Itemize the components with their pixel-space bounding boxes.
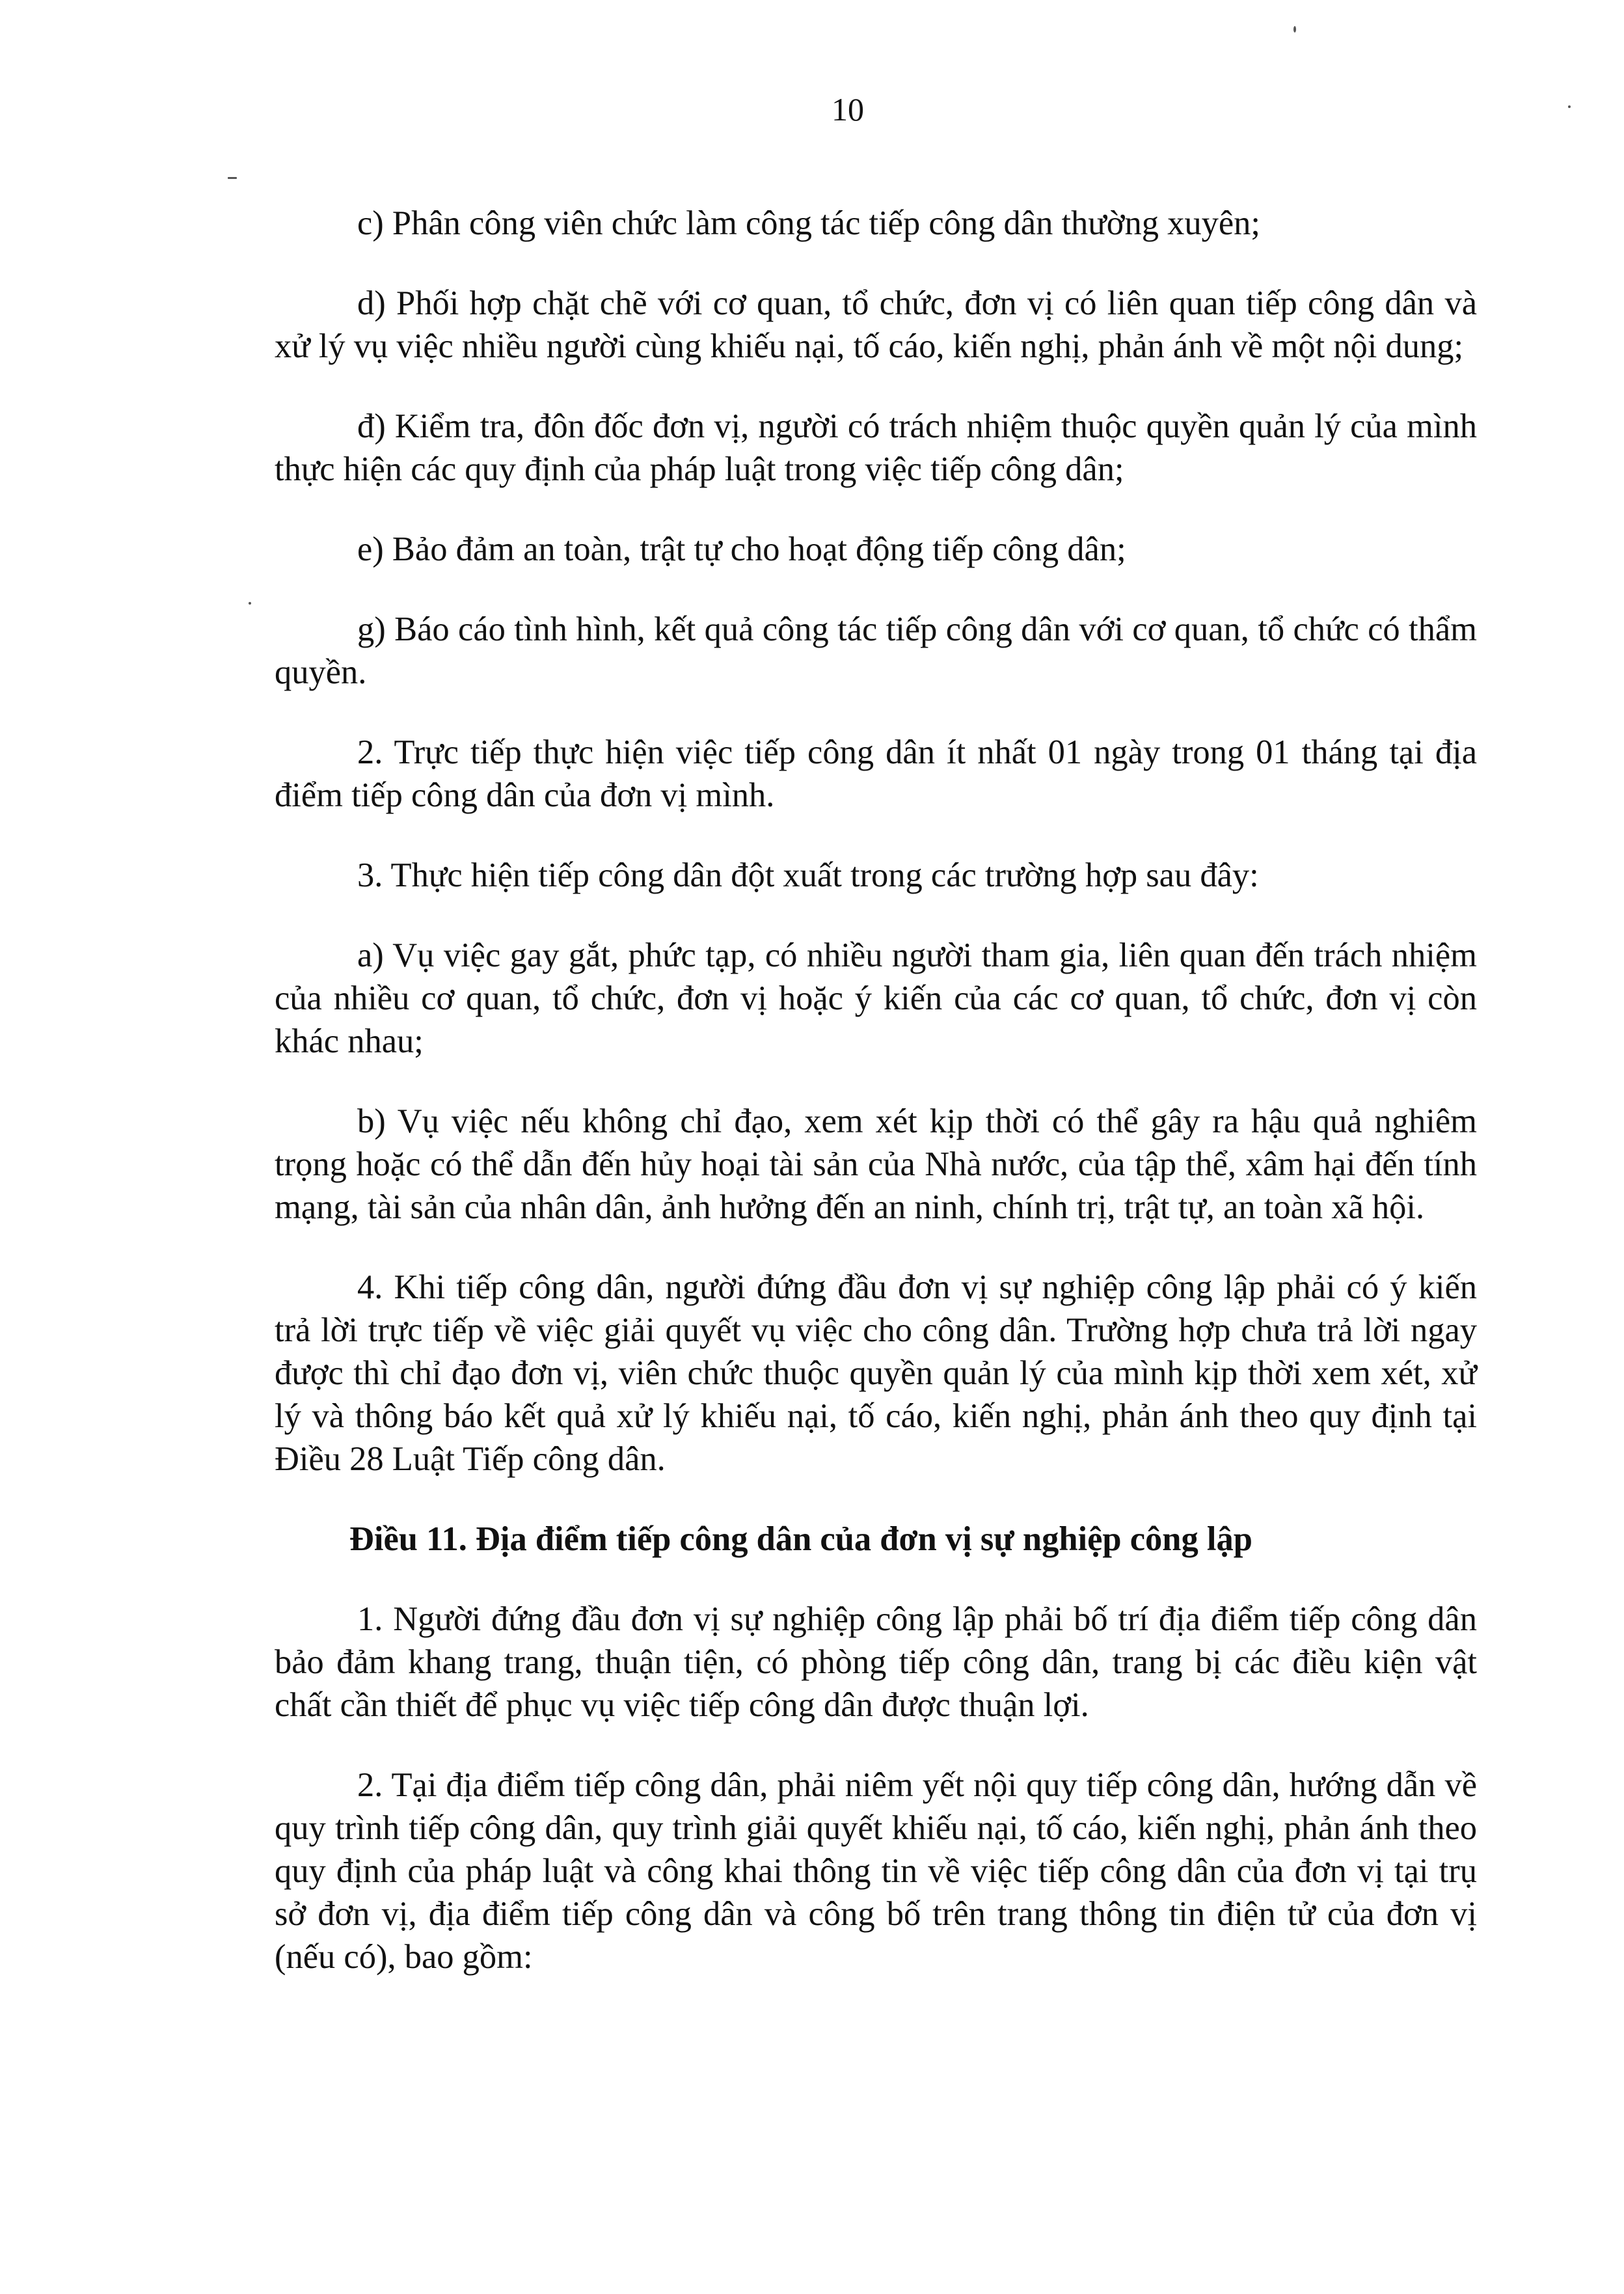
item-4: 4. Khi tiếp công dân, người đứng đầu đơn vị sự nghiệp công lập phải có ý kiến trả lời trực tiếp về việc giải quyết vụ việc cho công dân. Trường hợp chưa trả lời ngay được thì chỉ đạo đơn vị, viên chức thuộc quyền quản lý của mình kịp thời xem xét, xử lý và thông báo kết quả xử lý khiếu nại, tố cáo, kiến nghị, phản ánh theo quy định tại Điều 28 Luật Tiếp công dân. bbox=[275, 1268, 1477, 1478]
clause-c: c) Phân công viên chức làm công tác tiếp công dân thường xuyên; bbox=[357, 204, 1261, 242]
clause-d: d) Phối hợp chặt chẽ với cơ quan, tổ chức, đơn vị có liên quan tiếp công dân và xử lý vụ việc nhiều người cùng khiếu nại, tố cáo, kiến nghị, phản ánh về một nội dung; bbox=[275, 284, 1477, 365]
item-3: 3. Thực hiện tiếp công dân đột xuất trong các trường hợp sau đây: bbox=[357, 856, 1259, 894]
document-body bbox=[275, 202, 1477, 2015]
item-2: 2. Trực tiếp thực hiện việc tiếp công dân ít nhất 01 ngày trong 01 tháng tại địa điểm tiếp công dân của đơn vị mình. bbox=[275, 733, 1477, 814]
clause-g: g) Báo cáo tình hình, kết quả công tác tiếp công dân với cơ quan, tổ chức có thẩm quyền. bbox=[275, 610, 1477, 691]
clause-e: e) Bảo đảm an toàn, trật tự cho hoạt động tiếp công dân; bbox=[357, 530, 1126, 568]
item-3-clause-a: a) Vụ việc gay gắt, phức tạp, có nhiều người tham gia, liên quan đến trách nhiệm của nhiều cơ quan, tổ chức, đơn vị hoặc ý kiến của các cơ quan, tổ chức, đơn vị còn khác nhau; bbox=[275, 936, 1477, 1060]
scan-speck bbox=[1293, 26, 1296, 33]
clause-dd: đ) Kiểm tra, đôn đốc đơn vị, người có trách nhiệm thuộc quyền quản lý của mình thực hiện các quy định của pháp luật trong việc tiếp công dân; bbox=[275, 407, 1477, 488]
scan-speck bbox=[249, 602, 251, 605]
item-3-clause-b: b) Vụ việc nếu không chỉ đạo, xem xét kịp thời có thể gây ra hậu quả nghiêm trọng hoặc có thể dẫn đến hủy hoại tài sản của Nhà nước, của tập thể, xâm hại đến tính mạng, tài sản của nhân dân, ảnh hưởng đến an ninh, chính trị, trật tự, an toàn xã hội. bbox=[275, 1102, 1477, 1226]
scan-speck bbox=[228, 177, 237, 179]
article-item-1: 1. Người đứng đầu đơn vị sự nghiệp công lập phải bố trí địa điểm tiếp công dân bảo đảm khang trang, thuận tiện, có phòng tiếp công dân, trang bị các điều kiện vật chất cần thiết để phục vụ việc tiếp công dân được thuận lợi. bbox=[275, 1600, 1477, 1724]
article-item-2: 2. Tại địa điểm tiếp công dân, phải niêm yết nội quy tiếp công dân, hướng dẫn về quy trình tiếp công dân, quy trình giải quyết khiếu nại, tố cáo, kiến nghị, phản ánh theo quy định của pháp luật và công khai thông tin về việc tiếp công dân của đơn vị tại trụ sở đơn vị, địa điểm tiếp công dân và công bố trên trang thông tin điện tử của đơn vị (nếu có), bao gồm: bbox=[275, 1766, 1477, 1976]
page-number: 10 bbox=[832, 91, 864, 128]
scan-speck bbox=[1568, 105, 1571, 108]
article-heading: Điều 11. Địa điểm tiếp công dân của đơn vị sự nghiệp công lập bbox=[349, 1520, 1252, 1558]
